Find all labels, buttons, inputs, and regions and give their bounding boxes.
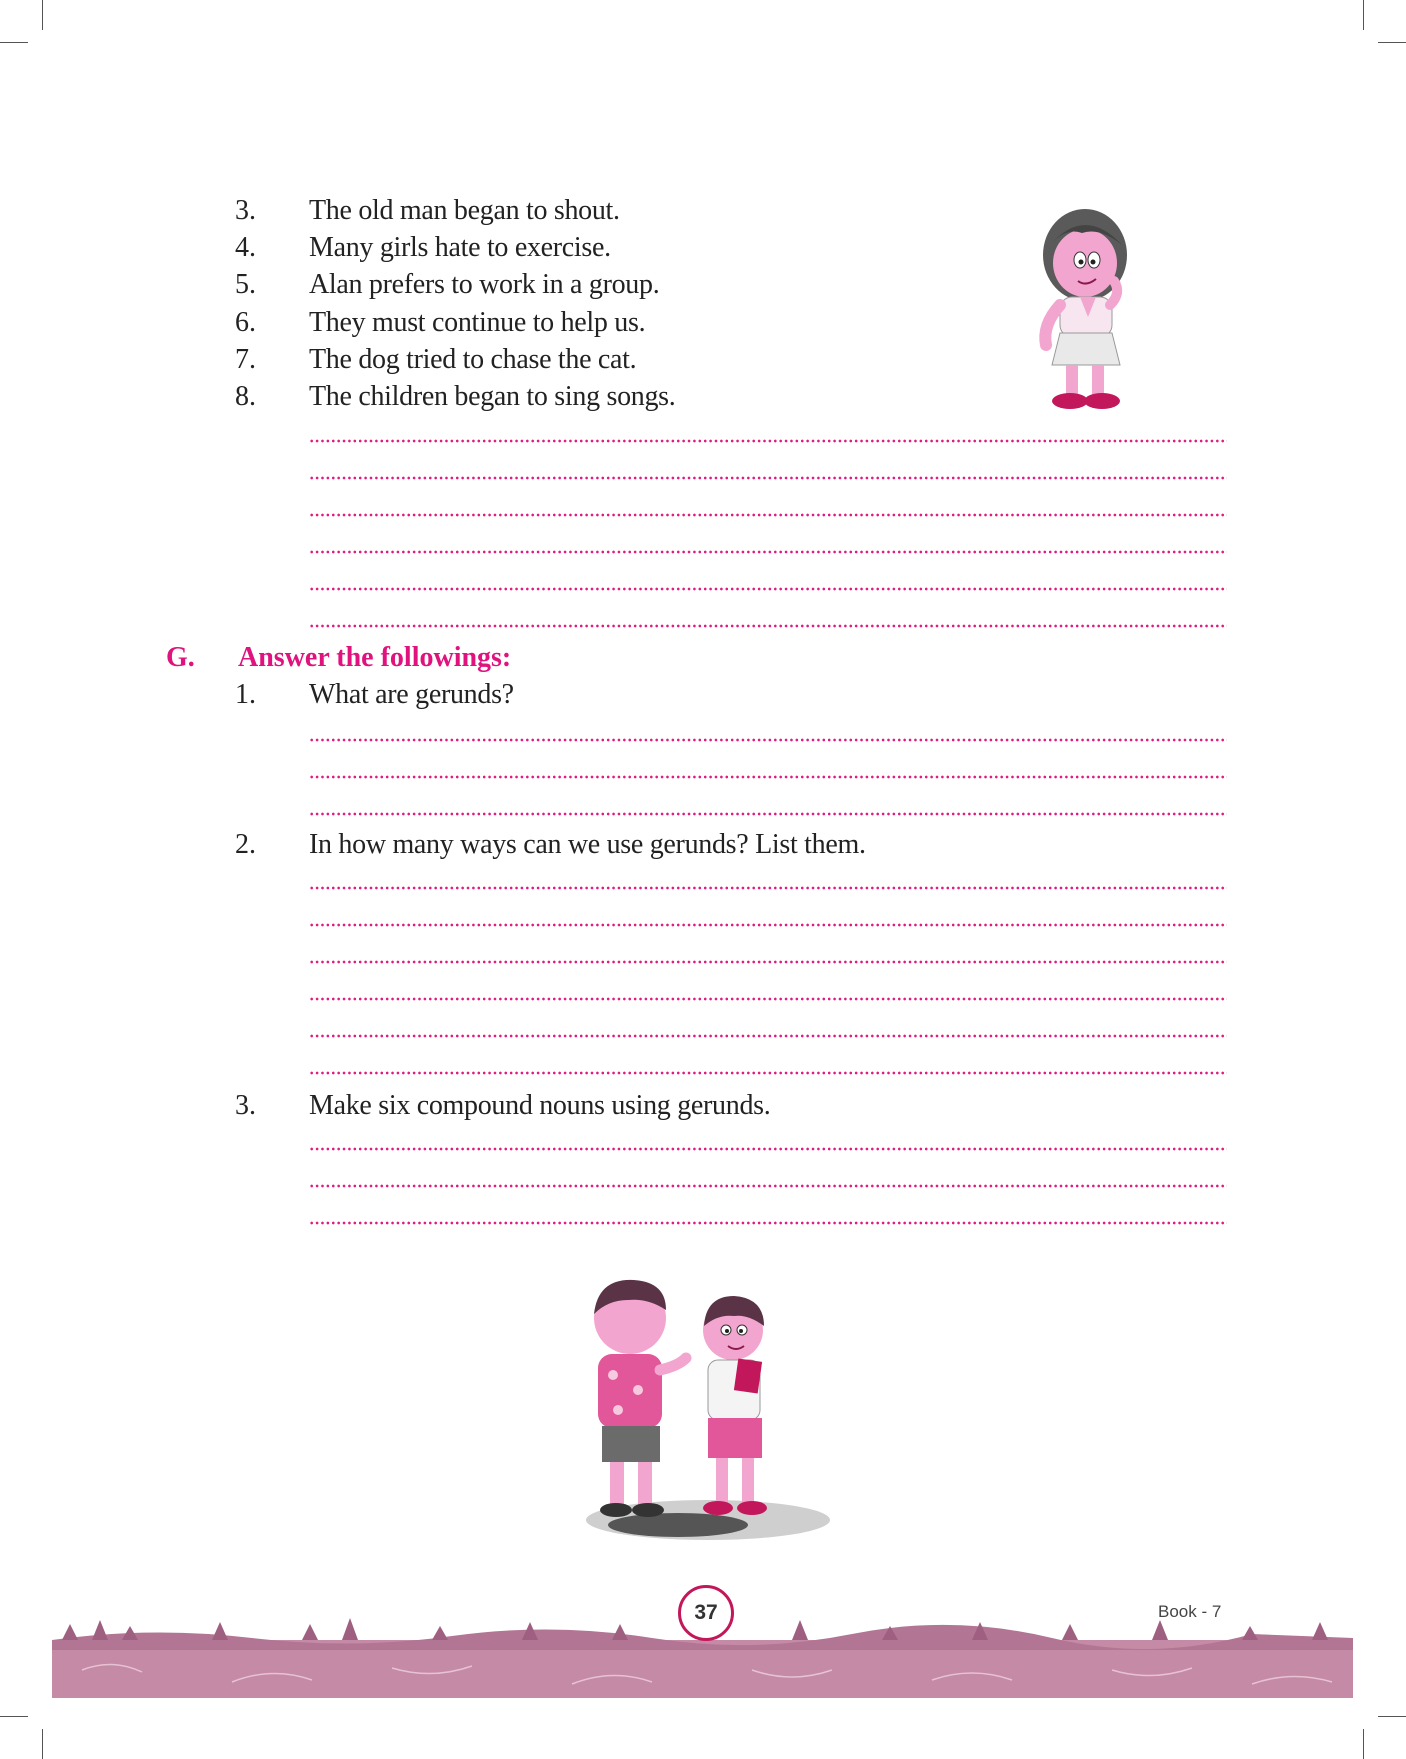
answer-line[interactable]	[309, 812, 1227, 816]
section-title: Answer the followings:	[238, 642, 512, 673]
answer-line[interactable]	[309, 1071, 1227, 1075]
crop-mark	[42, 1729, 43, 1759]
answer-line[interactable]	[309, 587, 1227, 591]
item-number: 7.	[235, 344, 256, 375]
item-number: 3.	[235, 195, 256, 226]
crop-mark	[1363, 1729, 1364, 1759]
girl-illustration	[1030, 205, 1140, 415]
answer-line[interactable]	[309, 1184, 1227, 1188]
answer-line[interactable]	[309, 550, 1227, 554]
answer-line[interactable]	[309, 1221, 1227, 1225]
answer-line[interactable]	[309, 476, 1227, 480]
book-label: Book - 7	[1158, 1602, 1222, 1621]
answer-line[interactable]	[309, 1034, 1227, 1038]
item-text: Many girls hate to exercise.	[309, 232, 611, 263]
item-number: 8.	[235, 381, 256, 412]
item-text: The dog tried to chase the cat.	[309, 344, 637, 375]
answer-line[interactable]	[309, 960, 1227, 964]
page-number: 37	[678, 1585, 734, 1641]
answer-line[interactable]	[309, 738, 1227, 742]
answer-line[interactable]	[309, 513, 1227, 517]
question-text: In how many ways can we use gerunds? List them.	[309, 829, 866, 860]
item-text: Alan prefers to work in a group.	[309, 269, 660, 300]
item-number: 6.	[235, 307, 256, 338]
answer-line[interactable]	[309, 624, 1227, 628]
item-text: The children began to sing songs.	[309, 381, 676, 412]
item-text: The old man began to shout.	[309, 195, 620, 226]
question-number: 2.	[235, 829, 256, 860]
crop-mark	[1378, 1716, 1406, 1717]
answer-line[interactable]	[309, 775, 1227, 779]
crop-mark	[42, 0, 43, 30]
answer-line[interactable]	[309, 923, 1227, 927]
answer-line[interactable]	[309, 886, 1227, 890]
crop-mark	[0, 42, 28, 43]
item-text: They must continue to help us.	[309, 307, 646, 338]
crop-mark	[1363, 0, 1364, 30]
item-number: 4.	[235, 232, 256, 263]
answer-line[interactable]	[309, 439, 1227, 443]
question-text: What are gerunds?	[309, 679, 514, 710]
section-letter: G.	[166, 642, 195, 673]
answer-line[interactable]	[309, 1147, 1227, 1151]
item-number: 5.	[235, 269, 256, 300]
question-number: 1.	[235, 679, 256, 710]
crop-mark	[0, 1716, 28, 1717]
question-number: 3.	[235, 1090, 256, 1121]
boys-illustration	[568, 1270, 838, 1545]
answer-line[interactable]	[309, 997, 1227, 1001]
crop-mark	[1378, 42, 1406, 43]
question-text: Make six compound nouns using gerunds.	[309, 1090, 771, 1121]
